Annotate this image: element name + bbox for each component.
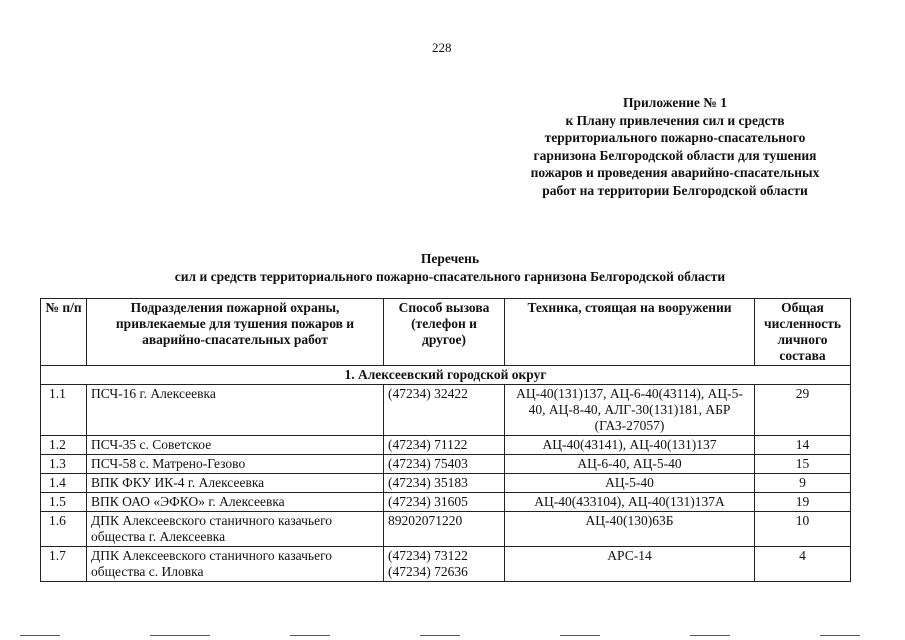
cell-phone: (47234) 31605 — [384, 493, 505, 512]
cell-equipment: АЦ-40(433104), АЦ-40(131)137А — [505, 493, 755, 512]
cell-phone: (47234) 35183 — [384, 474, 505, 493]
cell-equipment: АЦ-6-40, АЦ-5-40 — [505, 455, 755, 474]
table-row — [41, 385, 851, 436]
section-row — [41, 366, 851, 385]
appendix-header — [490, 94, 860, 199]
cell-number: 1.7 — [41, 547, 87, 582]
cell-staff: 19 — [755, 493, 851, 512]
appendix-line: территориального пожарно-спасательного — [544, 130, 806, 145]
appendix-line: пожаров и проведения аварийно-спасательных — [530, 165, 820, 180]
appendix-line: работ на территории Белгородской области — [542, 182, 808, 198]
cell-unit: ВПК ФКУ ИК-4 г. Алексеевка — [87, 474, 384, 493]
cell-number: 1.3 — [41, 455, 87, 474]
header-unit: Подразделения пожарной охраны, привлекаемые для тушения пожаров и аварийно-спасательных работ — [87, 299, 384, 366]
list-title-line: Перечень — [420, 251, 480, 266]
list-title-line: сил и средств территориального пожарно-спасательного гарнизона Белгородской области — [174, 268, 726, 284]
cell-number: 1.6 — [41, 512, 87, 547]
cell-equipment: АЦ-40(43141), АЦ-40(131)137 — [505, 436, 755, 455]
cell-number: 1.1 — [41, 385, 87, 436]
cell-equipment: АРС-14 — [505, 547, 755, 582]
table-row — [41, 512, 851, 547]
cell-unit: ВПК ОАО «ЭФКО» г. Алексеевка — [87, 493, 384, 512]
cell-equipment: АЦ-40(130)63Б — [505, 512, 755, 547]
table-row — [41, 455, 851, 474]
appendix-line: Приложение № 1 — [623, 95, 727, 110]
cell-unit: ДПК Алексеевского станичного казачьего общества с. Иловка — [87, 547, 384, 582]
cell-staff: 29 — [755, 385, 851, 436]
cell-unit: ПСЧ-58 с. Матрено-Гезово — [87, 455, 384, 474]
cell-staff: 9 — [755, 474, 851, 493]
table-row — [41, 547, 851, 582]
table-row — [41, 474, 851, 493]
cell-phone: (47234) 71122 — [384, 436, 505, 455]
cell-phone: (47234) 32422 — [384, 385, 505, 436]
header-equipment: Техника, стоящая на вооружении — [505, 299, 755, 366]
appendix-line: к Плану привлечения сил и средств — [565, 112, 785, 128]
header-number: № п/п — [41, 299, 87, 366]
cell-phone: (47234) 75403 — [384, 455, 505, 474]
header-staff: Общая численность личного состава — [755, 299, 851, 366]
cell-staff: 10 — [755, 512, 851, 547]
appendix-line: гарнизона Белгородской области для тушения — [533, 147, 817, 163]
cell-staff: 15 — [755, 455, 851, 474]
cell-number: 1.5 — [41, 493, 87, 512]
cell-staff: 14 — [755, 436, 851, 455]
cell-unit: ДПК Алексеевского станичного казачьего общества г. Алексеевка — [87, 512, 384, 547]
cell-phone: (47234) 73122 (47234) 72636 — [384, 547, 505, 582]
list-title — [40, 250, 860, 285]
cell-phone: 89202071220 — [384, 512, 505, 547]
table-header-row — [41, 299, 851, 366]
forces-table — [40, 298, 851, 582]
cell-unit: ПСЧ-35 с. Советское — [87, 436, 384, 455]
scan-artifacts — [0, 632, 905, 640]
section-title: 1. Алексеевский городской округ — [41, 366, 851, 385]
cell-equipment: АЦ-5-40 — [505, 474, 755, 493]
header-phone: Способ вызова (телефон и другое) — [384, 299, 505, 366]
cell-number: 1.2 — [41, 436, 87, 455]
cell-number: 1.4 — [41, 474, 87, 493]
cell-staff: 4 — [755, 547, 851, 582]
table-row — [41, 493, 851, 512]
cell-unit: ПСЧ-16 г. Алексеевка — [87, 385, 384, 436]
table-row — [41, 436, 851, 455]
page-number: 228 — [432, 40, 452, 55]
cell-equipment: АЦ-40(131)137, АЦ-6-40(43114), АЦ-5-40, АЦ-8-40, АЛГ-30(131)181, АБР (ГАЗ-27057) — [505, 385, 755, 436]
